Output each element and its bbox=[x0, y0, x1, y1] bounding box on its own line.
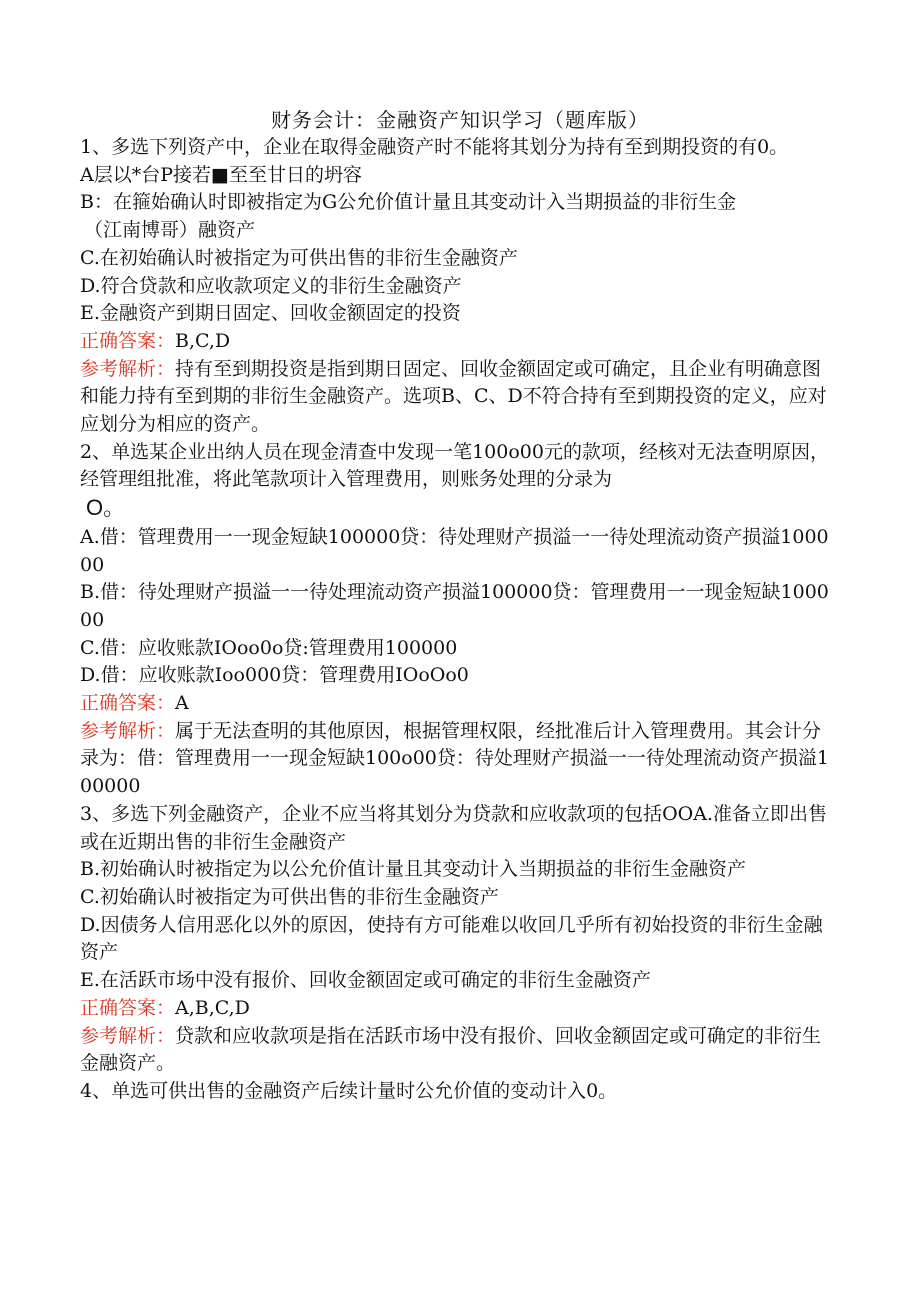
analysis-label: 参考解析： bbox=[80, 1024, 176, 1047]
answer-label: 正确答案： bbox=[80, 996, 176, 1019]
blank-marker: O。 bbox=[86, 495, 126, 521]
option-d: D.借：应收账款Ioo000贷：管理费用IOoOo0 bbox=[80, 664, 469, 687]
answer-label: 正确答案： bbox=[80, 329, 176, 352]
analysis-text: 贷款和应收款项是指在活跃市场中没有报价、回收金额固定或可确定的非衍生金融资产。 bbox=[80, 1024, 822, 1075]
option-b: B.借：待处理财产损溢一一待处理流动资产损溢100000贷：管理费用一一现金短缺100000 bbox=[80, 581, 829, 631]
question-stem: 4、单选可供出售的金融资产后续计量时公允价值的变动计入0。 bbox=[80, 1079, 618, 1102]
option-d: D.符合贷款和应收款项定义的非衍生金融资产 bbox=[80, 274, 462, 297]
option-c: C.借：应收账款IOoo0o贷:管理费用100000 bbox=[80, 636, 458, 659]
document-body bbox=[80, 134, 840, 1106]
option-e: E.在活跃市场中没有报价、回收金额固定或可确定的非衍生金融资产 bbox=[80, 969, 651, 992]
option-c: C.在初始确认时被指定为可供出售的非衍生金融资产 bbox=[80, 246, 518, 269]
option-b: B：在箍始确认时即被指定为G公允价值计量且其变动计入当期损益的非衍生金 bbox=[80, 191, 737, 214]
option-a: A.借：管理费用一一现金短缺100000贷：待处理财产损溢一一待处理流动资产损溢100000 bbox=[80, 525, 829, 576]
option-d: D.因债务人信用恶化以外的原因，使持有方可能难以收回几乎所有初始投资的非衍生金融资产 bbox=[80, 913, 823, 964]
answer-value: A,B,C,D bbox=[175, 996, 250, 1019]
analysis-label: 参考解析： bbox=[80, 357, 176, 380]
analysis-label: 参考解析： bbox=[80, 719, 176, 742]
analysis-text: 属于无法查明的其他原因，根据管理权限，经批准后计入管理费用。其会计分录为：借：管理费用一一现金短缺100o00贷：待处理财产损溢一一待处理流动资产损溢100000 bbox=[80, 719, 829, 798]
question-stem: 2、单选某企业出纳人员在现金清查中发现一笔100o00元的款项，经核对无法查明原因，经管理组批准，将此笔款项计入管理费用，则账务处理的分录为 bbox=[80, 440, 829, 491]
page-title: 财务会计：金融资产知识学习（题库版） bbox=[271, 108, 649, 132]
answer-value: A bbox=[175, 692, 189, 715]
question-stem: 3、多选下列金融资产，企业不应当将其划分为贷款和应收款项的包括OOA.准备立即出售或在近期出售的非衍生金融资产 bbox=[80, 802, 828, 853]
answer-line bbox=[80, 995, 840, 1023]
analysis-line bbox=[80, 718, 840, 801]
option-c: C.初始确认时被指定为可供出售的非衍生金融资产 bbox=[80, 885, 499, 908]
option-e: E.金融资产到期日固定、回收金额固定的投资 bbox=[80, 302, 461, 325]
analysis-line bbox=[80, 1023, 840, 1078]
option-b-continued: （江南博哥）融资产 bbox=[84, 219, 256, 242]
option-a: A层以*台P接若■至至甘日的坍容 bbox=[80, 163, 362, 186]
answer-line bbox=[80, 328, 840, 356]
answer-line bbox=[80, 690, 840, 718]
question-stem: 1、多选下列资产中，企业在取得金融资产时不能将其划分为持有至到期投资的有0。 bbox=[80, 136, 789, 158]
analysis-line bbox=[80, 356, 840, 439]
answer-label: 正确答案： bbox=[80, 692, 176, 715]
analysis-text: 持有至到期投资是指到期日固定、回收金额固定或可确定，且企业有明确意图和能力持有至到期的非衍生金融资产。选项B、C、D不符合持有至到期投资的定义，应对应划分为相应的资产。 bbox=[80, 357, 827, 436]
answer-value: B,C,D bbox=[175, 329, 231, 352]
option-b: B.初始确认时被指定为以公允价值计量且其变动计入当期损益的非衍生金融资产 bbox=[80, 858, 747, 881]
question-stem-tail bbox=[80, 494, 840, 524]
